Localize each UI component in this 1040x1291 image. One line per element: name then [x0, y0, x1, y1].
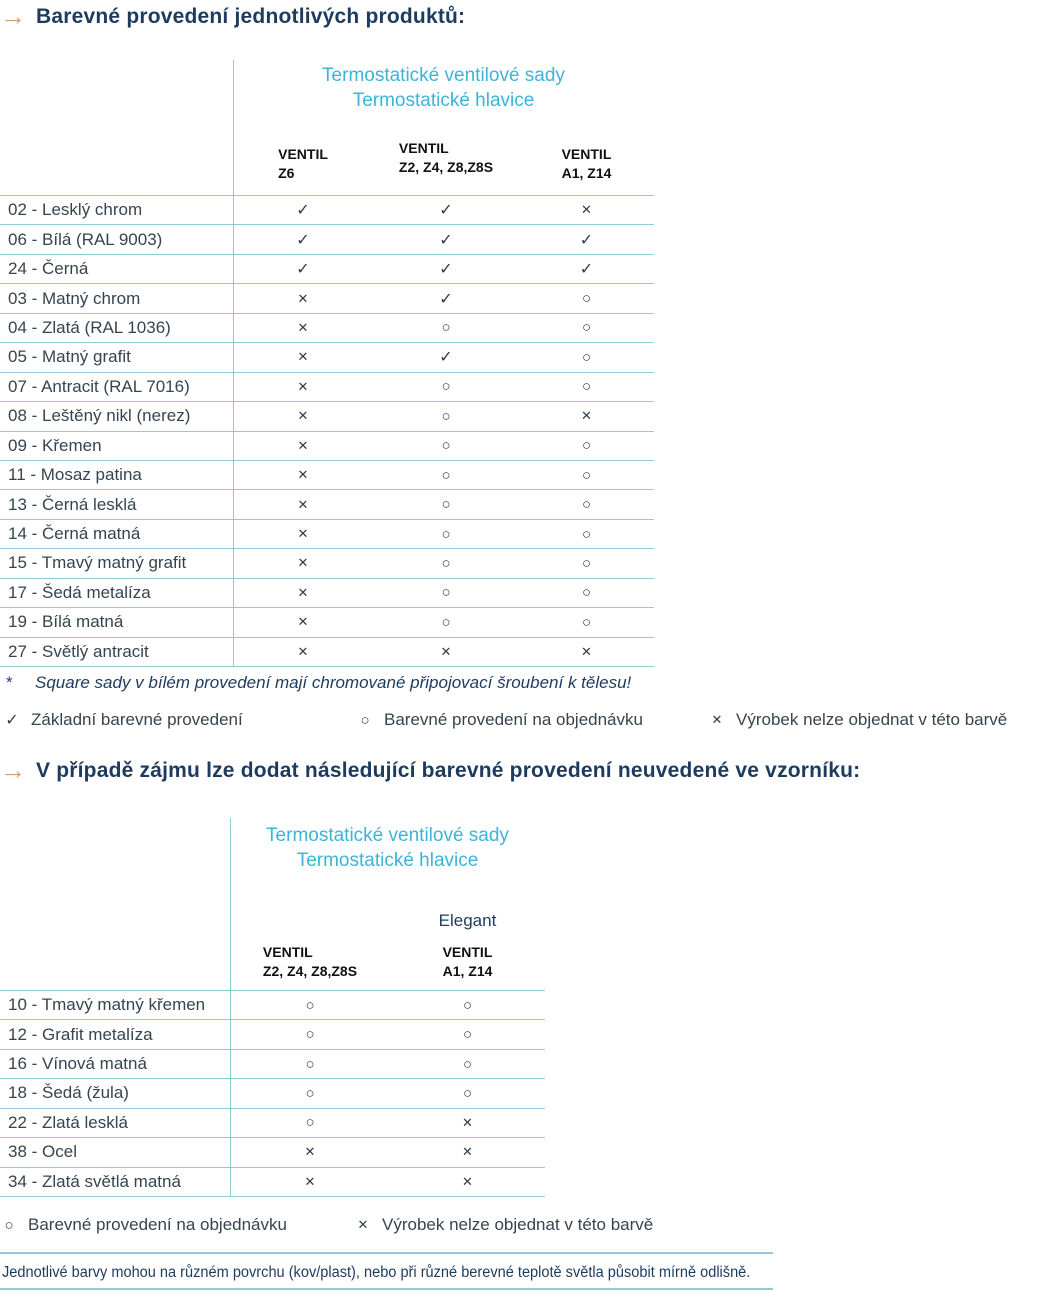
check-icon: ✓: [439, 261, 453, 279]
cross-icon: ✕: [581, 408, 592, 424]
table-row: [0, 284, 654, 313]
check-icon: ✓: [5, 712, 19, 729]
cross-icon: ✕: [297, 643, 309, 659]
circle-icon: ○: [305, 996, 315, 1014]
table-row: [0, 549, 654, 578]
column-header-line2: Z2, Z4, Z8,Z8S: [398, 159, 494, 175]
column-header-line2: Z6: [278, 165, 295, 181]
table-row: [0, 579, 654, 608]
cross-icon: ✕: [462, 1144, 473, 1160]
table-title-line1: Termostatické ventilové sady: [266, 825, 509, 846]
check-icon: ✓: [296, 202, 310, 220]
cross-icon: ✕: [297, 496, 309, 512]
circle-icon: ○: [305, 1026, 315, 1044]
column-header-ventil-z2-z4-z8: [373, 139, 519, 177]
row-label: 11 - Mosaz patina: [8, 465, 142, 485]
column-header-line2: A1, Z14: [561, 165, 612, 181]
cross-icon: ✕: [297, 319, 309, 335]
cross-icon: ✕: [297, 349, 309, 365]
circle-icon: ○: [441, 437, 451, 455]
table-row: [0, 991, 545, 1020]
cross-icon: ✕: [581, 202, 592, 218]
circle-icon: ○: [581, 378, 592, 396]
column-header-line1: VENTIL: [398, 140, 449, 156]
table-row: [0, 608, 654, 637]
legend-not-available: [710, 710, 1007, 730]
row-label: 16 - Vínová matná: [8, 1054, 147, 1074]
circle-icon: ○: [4, 1216, 14, 1234]
column-header-ventil-a1-z14: [519, 145, 654, 183]
cross-icon: ✕: [297, 526, 309, 542]
column-header-line1: VENTIL: [278, 146, 328, 162]
table-row: [0, 490, 654, 519]
table-row: [0, 1109, 545, 1138]
cross-icon: ✕: [440, 643, 452, 659]
circle-icon: ○: [581, 613, 592, 631]
cross-icon: ✕: [304, 1144, 316, 1160]
row-label: 04 - Zlatá (RAL 1036): [8, 317, 171, 337]
cross-icon: ✕: [462, 1114, 473, 1130]
row-label: 08 - Leštěný nikl (nerez): [8, 406, 191, 426]
check-icon: ✓: [439, 231, 453, 249]
legend-not-available-label: Výrobek nelze objednat v této barvě: [736, 710, 1008, 729]
cross-icon: ✕: [297, 378, 309, 394]
row-label: 07 - Antracit (RAL 7016): [8, 376, 190, 396]
circle-icon: ○: [305, 1055, 315, 1073]
circle-icon: ○: [441, 613, 451, 631]
column-header-line1: VENTIL: [262, 944, 313, 960]
group-label-elegant: Elegant: [438, 911, 497, 930]
cross-icon: ✕: [711, 712, 723, 727]
circle-icon: ○: [441, 378, 451, 396]
row-label: 24 - Černá: [8, 259, 89, 279]
table-row: [0, 314, 654, 343]
table-row: [0, 1020, 545, 1049]
circle-icon: ○: [305, 1084, 315, 1102]
circle-icon: ○: [305, 1114, 315, 1132]
legend-on-order-label: Barevné provedení na objednávku: [384, 710, 643, 729]
cross-icon: ✕: [304, 1173, 316, 1189]
cross-icon: ✕: [297, 467, 309, 483]
arrow-icon: →: [0, 1, 26, 31]
row-label: 27 - Světlý antracit: [8, 641, 149, 661]
row-label: 18 - Šedá (žula): [8, 1083, 129, 1103]
table-title-line1: Termostatické ventilové sady: [322, 65, 565, 86]
legend-on-order: [358, 710, 643, 730]
table-row: [0, 638, 654, 667]
row-label: 10 - Tmavý matný křemen: [8, 995, 206, 1015]
row-label: 17 - Šedá metalíza: [8, 582, 151, 602]
column-headers: [0, 140, 654, 183]
row-label: 09 - Křemen: [8, 435, 102, 455]
circle-icon: ○: [441, 496, 451, 514]
page-title: Barevné provedení jednotlivých produktů:: [36, 5, 466, 28]
check-icon: ✓: [439, 202, 453, 220]
table-title-line2: Termostatické hlavice: [352, 90, 535, 111]
table-row: [0, 1050, 545, 1079]
legend-on-order-label: Barevné provedení na objednávku: [28, 1215, 287, 1234]
table-row: [0, 225, 654, 254]
column-header-ventil-z6: [233, 145, 373, 183]
color-availability-table-1: [0, 60, 654, 666]
column-header-line2: A1, Z14: [442, 963, 493, 979]
row-label: 06 - Bílá (RAL 9003): [8, 229, 163, 249]
cross-icon: ✕: [581, 643, 592, 659]
arrow-icon: →: [0, 755, 26, 785]
column-header-ventil-a1-z14: [390, 943, 545, 981]
column-header-ventil-z2-z4-z8: [230, 943, 390, 981]
row-label: 12 - Grafit metalíza: [8, 1024, 153, 1044]
row-label: 02 - Lesklý chrom: [8, 200, 143, 220]
table-title: [230, 823, 545, 873]
legend-not-available: [356, 1215, 653, 1235]
check-icon: ✓: [439, 349, 453, 367]
section-heading-1: [0, 3, 465, 30]
circle-icon: ○: [441, 525, 451, 543]
check-icon: ✓: [439, 290, 453, 308]
column-headers: [0, 943, 545, 981]
footnote-text: Square sady v bílém provedení mají chromované připojovací šroubení k tělesu!: [35, 673, 632, 692]
cross-icon: ✕: [357, 1217, 369, 1232]
check-icon: ✓: [296, 261, 310, 279]
cross-icon: ✕: [297, 555, 309, 571]
divider: [0, 1252, 773, 1254]
cross-icon: ✕: [297, 290, 309, 306]
table-rows: [0, 990, 545, 1197]
section-2-title: V případě zájmu lze dodat následující barevné provedení neuvedené ve vzorníku:: [36, 759, 861, 782]
table-row: [0, 520, 654, 549]
section-heading-2: [0, 757, 860, 784]
column-header-line2: Z2, Z4, Z8,Z8S: [262, 963, 358, 979]
circle-icon: ○: [441, 319, 451, 337]
circle-icon: ○: [441, 407, 451, 425]
table-row: [0, 402, 654, 431]
row-label: 19 - Bílá matná: [8, 612, 124, 632]
circle-icon: ○: [581, 584, 592, 602]
table-row: [0, 432, 654, 461]
circle-icon: ○: [581, 525, 592, 543]
footer-note: Jednotlivé barvy mohou na různém povrchu (kov/plast), nebo při různé berevné teplotě světla působit mírně odlišně.: [2, 1264, 751, 1281]
table-row: [0, 255, 654, 284]
column-header-line1: VENTIL: [442, 944, 493, 960]
table-row: [0, 461, 654, 490]
circle-icon: ○: [581, 437, 592, 455]
row-label: 05 - Matný grafit: [8, 347, 131, 367]
check-icon: ✓: [296, 231, 310, 249]
row-label: 38 - Ocel: [8, 1142, 77, 1162]
cross-icon: ✕: [297, 408, 309, 424]
circle-icon: ○: [581, 496, 592, 514]
circle-icon: ○: [462, 1084, 473, 1102]
legend-on-order: [2, 1215, 287, 1235]
table-row: [0, 1138, 545, 1167]
circle-icon: ○: [581, 348, 592, 366]
circle-icon: ○: [581, 290, 592, 308]
table-title-line2: Termostatické hlavice: [296, 850, 479, 871]
column-header-line1: VENTIL: [561, 146, 612, 162]
table-row: [0, 196, 654, 225]
circle-icon: ○: [462, 1055, 473, 1073]
cross-icon: ✕: [297, 584, 309, 600]
cross-icon: ✕: [462, 1173, 473, 1189]
row-label: 34 - Zlatá světlá matná: [8, 1171, 181, 1191]
row-label: 13 - Černá lesklá: [8, 494, 137, 514]
table-rows: [0, 195, 654, 667]
cross-icon: ✕: [297, 614, 309, 630]
table-row: [0, 1079, 545, 1108]
circle-icon: ○: [360, 711, 370, 729]
row-label: 03 - Matný chrom: [8, 288, 141, 308]
row-label: 22 - Zlatá lesklá: [8, 1112, 128, 1132]
circle-icon: ○: [581, 319, 592, 337]
footnote-asterisk: *: [6, 673, 13, 692]
table-row: [0, 1168, 545, 1197]
row-label: 15 - Tmavý matný grafit: [8, 553, 187, 573]
circle-icon: ○: [581, 466, 592, 484]
legend-not-available-label: Výrobek nelze objednat v této barvě: [382, 1215, 654, 1234]
divider: [0, 1288, 773, 1290]
legend-basic: [5, 710, 243, 730]
cross-icon: ✕: [297, 437, 309, 453]
table-row: [0, 373, 654, 402]
circle-icon: ○: [441, 584, 451, 602]
table-title: [233, 63, 654, 113]
check-icon: ✓: [579, 231, 594, 249]
circle-icon: ○: [441, 554, 451, 572]
check-icon: ✓: [579, 261, 594, 279]
circle-icon: ○: [462, 996, 473, 1014]
table-row: [0, 343, 654, 372]
circle-icon: ○: [581, 554, 592, 572]
circle-icon: ○: [462, 1026, 473, 1044]
row-label: 14 - Černá matná: [8, 524, 141, 544]
color-availability-table-2: [0, 818, 545, 1196]
footnote: [0, 673, 631, 693]
legend-basic-label: Základní barevné provedení: [31, 710, 243, 729]
circle-icon: ○: [441, 466, 451, 484]
